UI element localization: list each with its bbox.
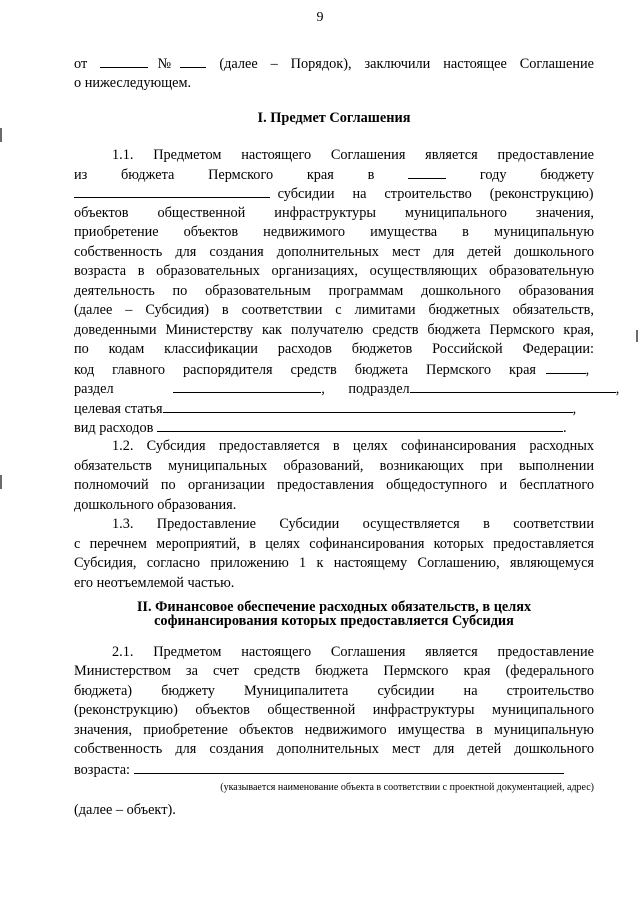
p21-line-4: (реконструкцию) объектов общественной инфраструктуры муниципального [74,702,594,718]
page-number: 9 [316,10,324,25]
blank-target-article [163,398,573,413]
blank-year [408,164,446,179]
blank-object-name [134,759,564,774]
p21-line-5: значения, приобретение объектов недвижимого имущества в муниципальную [74,722,594,738]
p13-line-1: 1.3. Предоставление Субсидии осуществляется в соответствии [112,516,594,532]
p12-line-4: дошкольного образования. [74,497,237,513]
blank-grbs-code [546,359,586,374]
scan-edge-mark [0,475,2,489]
intro-line-2: о нижеследующем. [74,75,192,91]
p11-line-3: субсидии на строительство (реконструкцию) [74,183,594,203]
p11-line-1: 1.1. Предметом настоящего Соглашения является предоставление [112,147,594,163]
intro-line-1: от № (далее – Порядок), заключили настоящее Соглашение [74,53,594,73]
p11-line-10: доведенными Министерству как получателю средств бюджета Пермского края, [74,322,594,338]
p11-line-8: деятельность по образовательным программам дошкольного образования [74,283,594,299]
scan-edge-mark [0,128,2,142]
p21-line-3: бюджета) бюджету Муниципалитета субсидии на строительство [74,683,594,699]
p21-line-1: 2.1. Предметом настоящего Соглашения является предоставление [112,644,594,660]
p11-line-15: вид расходов . [74,417,594,437]
p12-line-1: 1.2. Субсидия предоставляется в целях софинансирования расходных [112,438,594,454]
object-name-note: (указывается наименование объекта в соответствии с проектной документацией, адрес) [220,782,594,793]
p12-line-3: полномочий по организации предоставления общедоступного и бесплатного [74,477,594,493]
scan-edge-mark [636,330,638,342]
p13-line-4: его неотъемлемой частью. [74,575,235,591]
p13-line-3: Субсидия, согласно приложению 1 к настоящему Соглашению, являющемуся [74,555,594,571]
p21-line-8: (далее – объект). [74,802,176,818]
blank-municipality [74,183,270,198]
blank-number [180,53,206,68]
p21-line-2: Министерством за счет средств бюджета Пермского края (федерального [74,663,594,679]
p11-line-6: собственность для создания дополнительных мест для детей дошкольного [74,244,594,260]
p11-line-2: из бюджета Пермского края в году бюджету [74,164,594,184]
section-2-title-line-2: софинансирования которых предоставляется Субсидия [154,613,514,629]
section-1-title: I. Предмет Соглашения [257,110,411,126]
p11-line-9: (далее – Субсидия) в соответствии с лимитами бюджетных обязательств, [74,302,594,318]
section-2-title-line-1: II. Финансовое обеспечение расходных обязательств, в целях [136,599,532,615]
p11-line-11: по кодам классификации расходов бюджетов Российской Федерации: [74,341,594,357]
p21-line-6: собственность для создания дополнительных мест для детей дошкольного [74,741,594,757]
p11-line-12: код главного распорядителя средств бюджета Пермского края , [74,359,594,379]
p11-line-7: возраста в образовательных организациях, осуществляющих образовательную [74,263,594,279]
blank-date [100,53,148,68]
blank-razdel [173,378,321,393]
p21-line-7: возраста: [74,759,594,779]
p13-line-2: с перечнем мероприятий, в целях софинансирования которых предоставляется [74,536,594,552]
blank-podrazdel [410,378,616,393]
p11-line-13: раздел , подраздел , [74,378,594,398]
p12-line-2: обязательств муниципальных образований, возникающих при выполнении [74,458,594,474]
p11-line-5: приобретение объектов недвижимого имущества в муниципальную [74,224,594,240]
blank-expense-type [157,417,563,432]
p11-line-14: целевая статья , [74,398,594,418]
p11-line-4: объектов общественной инфраструктуры муниципального значения, [74,205,594,221]
